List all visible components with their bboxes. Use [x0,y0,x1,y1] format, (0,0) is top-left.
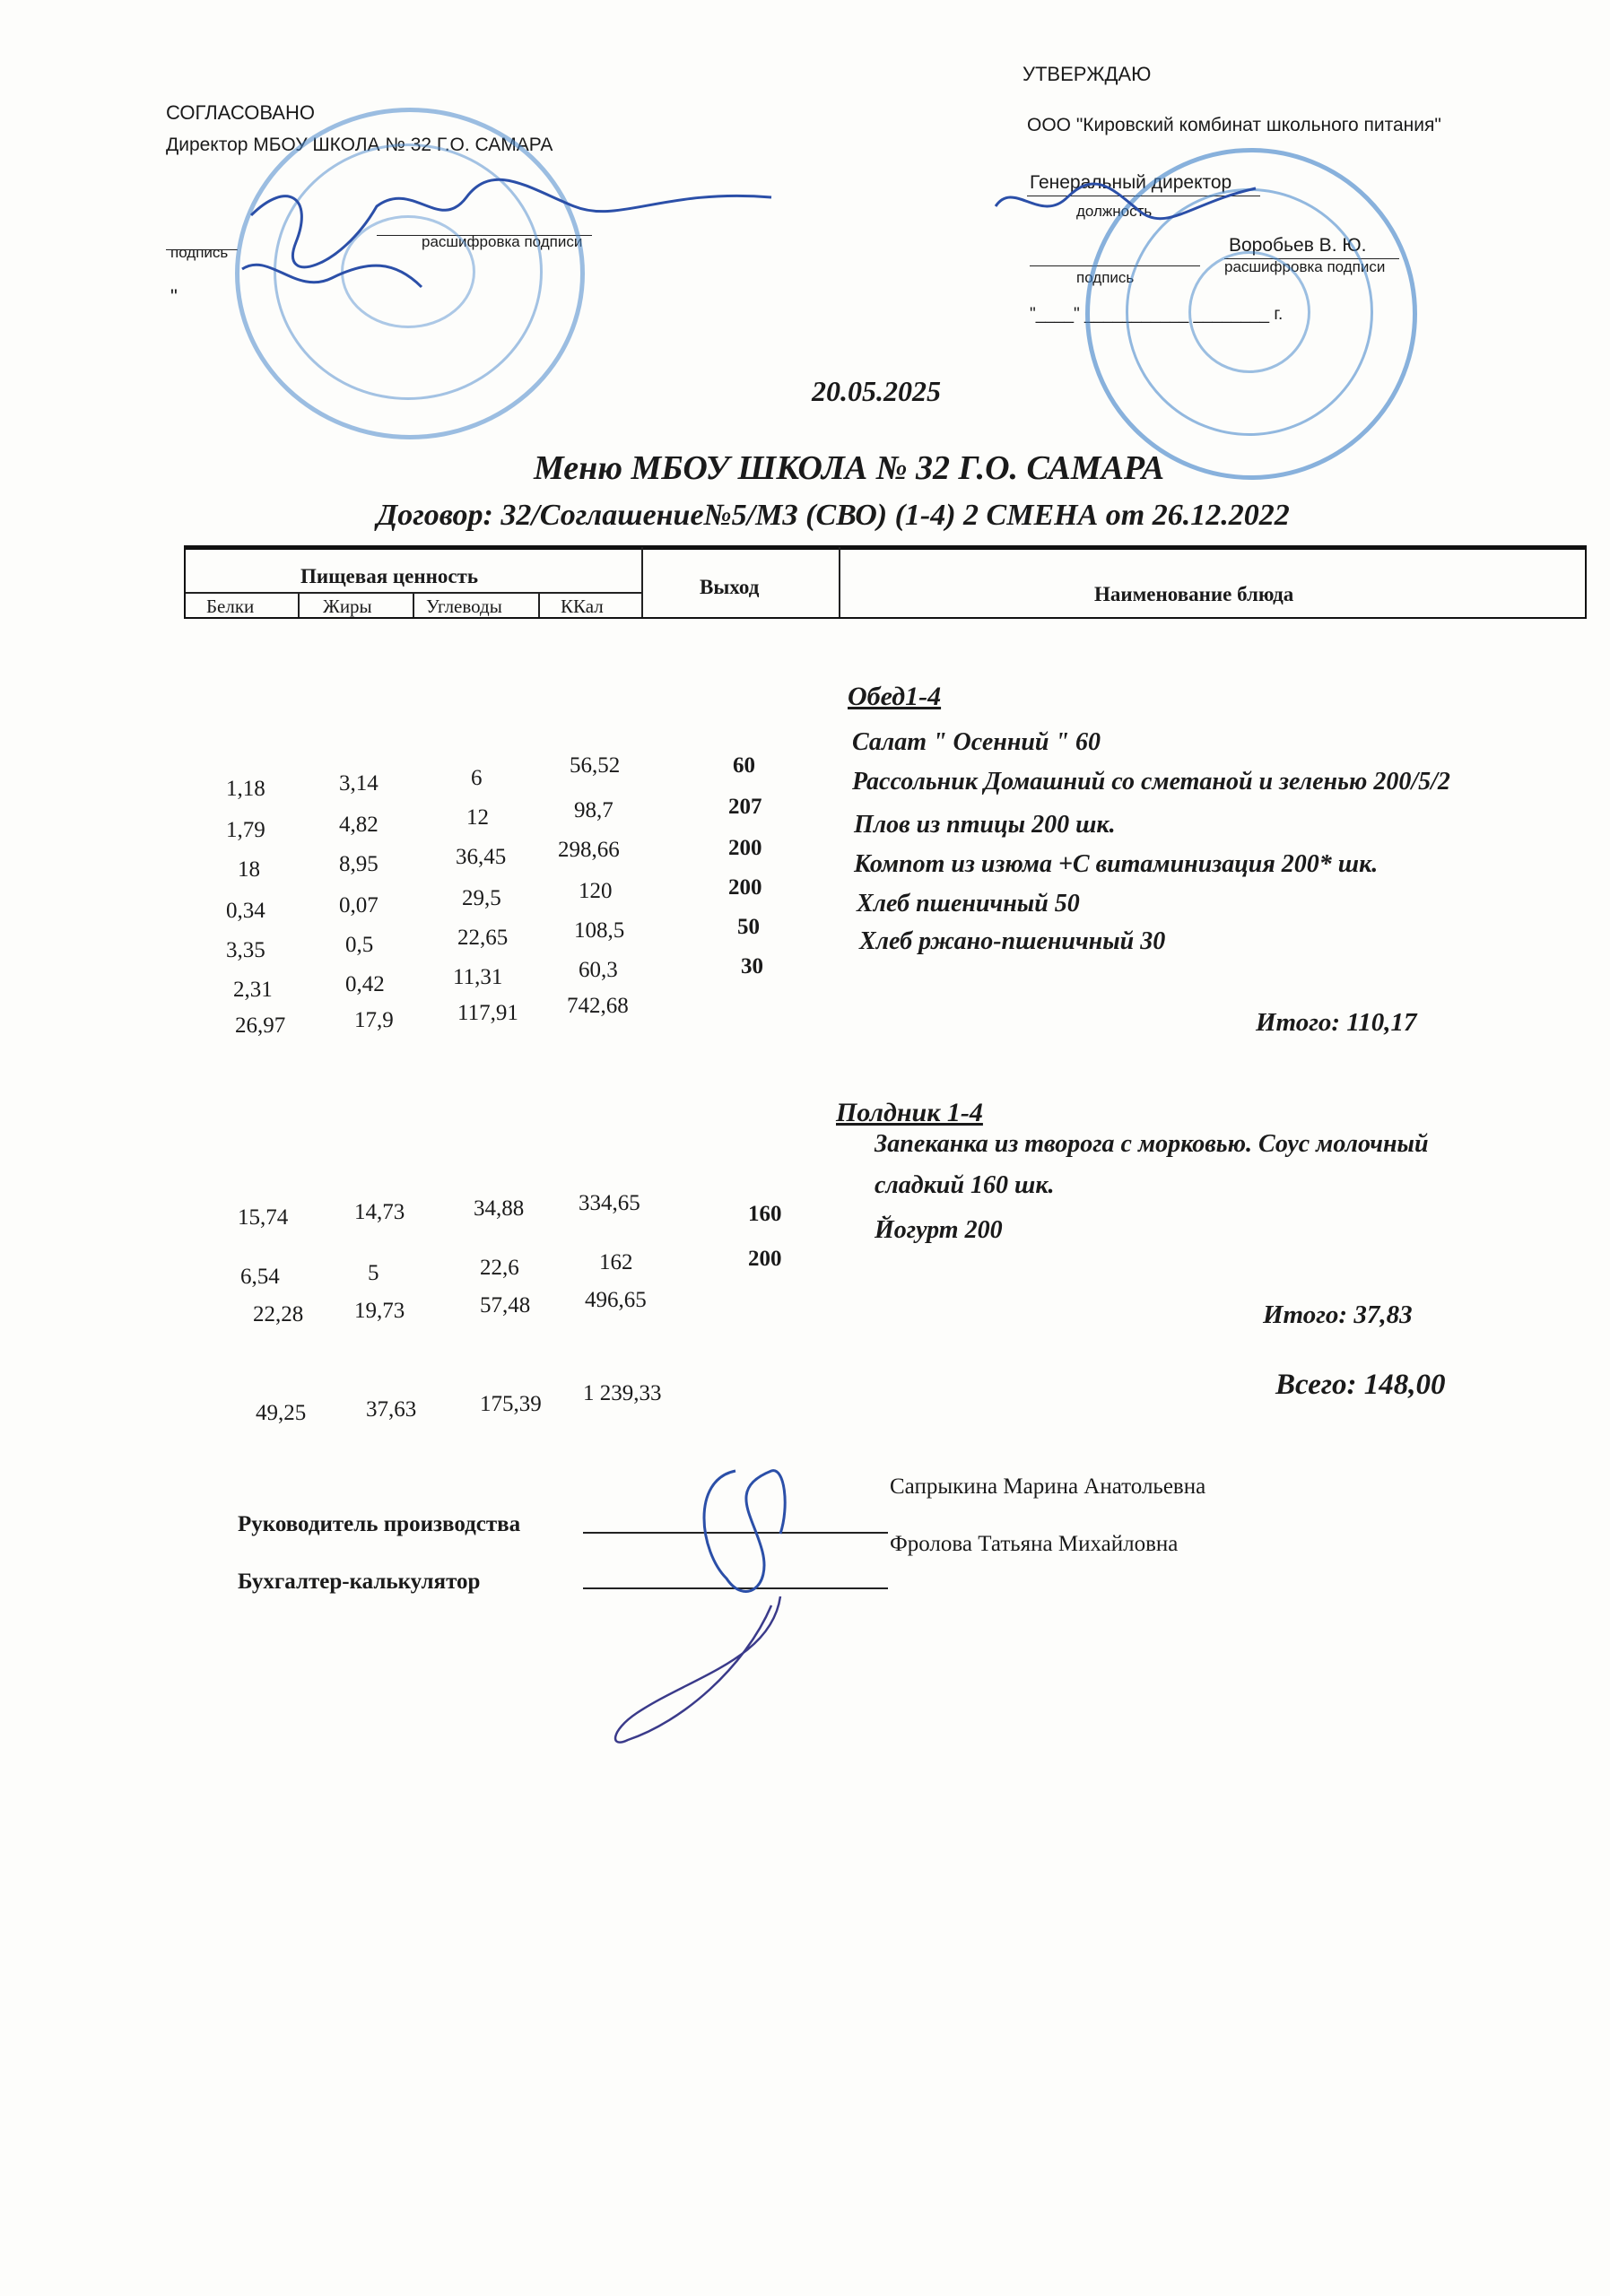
total-protein: 22,28 [253,1302,304,1326]
col-nutrition: Пищевая ценность [300,565,479,587]
contract-line: Договор: 32/Соглашение№5/МЗ (СВО) (1-4) 2 СМЕНА от 26.12.2022 [377,499,1290,532]
cell-carbs: 11,31 [453,965,503,989]
cell-fat: 0,5 [345,933,374,957]
col-kcal: ККал [561,596,604,617]
cell-output: 30 [741,954,763,978]
cell-output: 207 [728,795,762,819]
cell-kcal: 120 [579,879,613,903]
cell-output: 50 [737,915,760,939]
approval-left-date-quote: " [170,285,178,308]
approval-left-sign-label: подпись [170,244,229,261]
cell-carbs: 6 [471,766,483,790]
dish-name: Рассольник Домашний со сметаной и зеленью 200/5/2 [852,768,1450,796]
dish-name: Йогурт 200 [875,1216,1003,1244]
total-label-lunch: Итого: 110,17 [1256,1008,1417,1037]
cell-protein: 6,54 [240,1265,280,1289]
signature-bottom-icon [601,1453,834,1749]
total-carbs: 117,91 [457,1001,518,1025]
cell-carbs: 12 [466,805,489,830]
total-carbs: 57,48 [480,1293,531,1318]
cell-protein: 1,79 [226,818,265,842]
grand-fat: 37,63 [366,1397,417,1422]
signature-role-production: Руководитель производства [238,1512,521,1536]
dish-name: Хлеб ржано-пшеничный 30 [859,927,1166,955]
cell-fat: 3,14 [339,771,379,796]
signature-name-production: Сапрыкина Марина Анатольевна [890,1474,1206,1499]
col-fat: Жиры [323,596,372,617]
total-fat: 17,9 [354,1008,394,1032]
total-label-snack: Итого: 37,83 [1263,1300,1413,1329]
cell-output: 200 [728,875,762,900]
approval-right-name: Воробьев В. Ю. [1229,235,1367,256]
cell-output: 60 [733,753,755,778]
grand-kcal: 1 239,33 [583,1381,662,1405]
approval-right-position: Генеральный директор [1030,172,1232,193]
grand-total-label: Всего: 148,00 [1275,1369,1446,1401]
cell-fat: 14,73 [354,1200,405,1224]
stamp-right-core [1188,251,1310,373]
menu-date: 20.05.2025 [812,375,941,407]
signature-left-icon [233,161,789,323]
cell-carbs: 29,5 [462,886,501,910]
section-title-snack: Полдник 1-4 [836,1098,983,1127]
cell-fat: 0,07 [339,893,379,918]
dish-name: Хлеб пшеничный 50 [857,890,1080,918]
grand-protein: 49,25 [256,1401,307,1425]
cell-protein: 18 [238,857,260,882]
cell-carbs: 22,65 [457,926,509,950]
signature-name-accountant: Фролова Татьяна Михайловна [890,1532,1179,1556]
approval-right-date-line: "____" ___________ ________ г. [1030,305,1284,324]
approval-right-position-label: должность [1076,203,1153,220]
cell-fat: 4,82 [339,813,379,837]
cell-fat: 0,42 [345,972,385,996]
cell-fat: 8,95 [339,852,379,876]
cell-kcal: 108,5 [574,918,625,943]
cell-protein: 1,18 [226,777,265,801]
cell-protein: 15,74 [238,1205,289,1230]
dish-name-continued: сладкий 160 шк. [875,1171,1055,1199]
cell-output: 160 [748,1202,782,1226]
cell-kcal: 56,52 [570,753,621,778]
total-fat: 19,73 [354,1299,405,1323]
cell-carbs: 36,45 [456,845,507,869]
approval-right-decode-label: расшифровка подписи [1224,258,1386,275]
grand-carbs: 175,39 [480,1392,542,1416]
signature-right-icon [987,170,1274,260]
col-protein: Белки [206,596,255,617]
dish-name: Плов из птицы 200 шк. [854,811,1116,839]
dish-name: Запеканка из творога с морковью. Соус молочный [875,1130,1429,1158]
col-dish-name: Наименование блюда [1094,583,1294,605]
cell-fat: 5 [368,1261,379,1285]
cell-kcal: 298,66 [558,838,620,862]
col-output: Выход [700,576,760,598]
approval-left-decode-label: расшифровка подписи [422,233,583,250]
signature-role-accountant: Бухгалтер-калькулятор [238,1570,481,1594]
cell-output: 200 [728,836,762,860]
dish-name: Салат " Осенний " 60 [852,728,1101,756]
cell-carbs: 34,88 [474,1196,525,1221]
approval-left-position: Директор МБОУ ШКОЛА № 32 Г.О. САМАРА [166,135,553,155]
total-kcal: 742,68 [567,994,629,1018]
approval-right-sign-label: подпись [1076,269,1135,286]
cell-carbs: 22,6 [480,1256,519,1280]
dish-name: Компот из изюма +С витаминизация 200* шк. [854,850,1379,878]
menu-title: Меню МБОУ ШКОЛА № 32 Г.О. САМАРА [534,449,1165,487]
cell-kcal: 98,7 [574,798,614,822]
total-protein: 26,97 [235,1013,286,1038]
cell-protein: 2,31 [233,978,273,1002]
col-carbs: Углеводы [426,596,502,617]
cell-protein: 3,35 [226,938,265,962]
cell-protein: 0,34 [226,899,265,923]
cell-output: 200 [748,1247,782,1271]
approval-right-org: ООО "Кировский комбинат школьного питания" [1027,115,1441,135]
approval-left-title: СОГЛАСОВАНО [166,101,315,124]
approval-right-title: УТВЕРЖДАЮ [1023,63,1152,85]
total-kcal: 496,65 [585,1288,647,1312]
cell-kcal: 60,3 [579,958,618,982]
section-title-lunch: Обед1-4 [848,682,942,711]
cell-kcal: 162 [599,1250,633,1274]
cell-kcal: 334,65 [579,1191,640,1215]
